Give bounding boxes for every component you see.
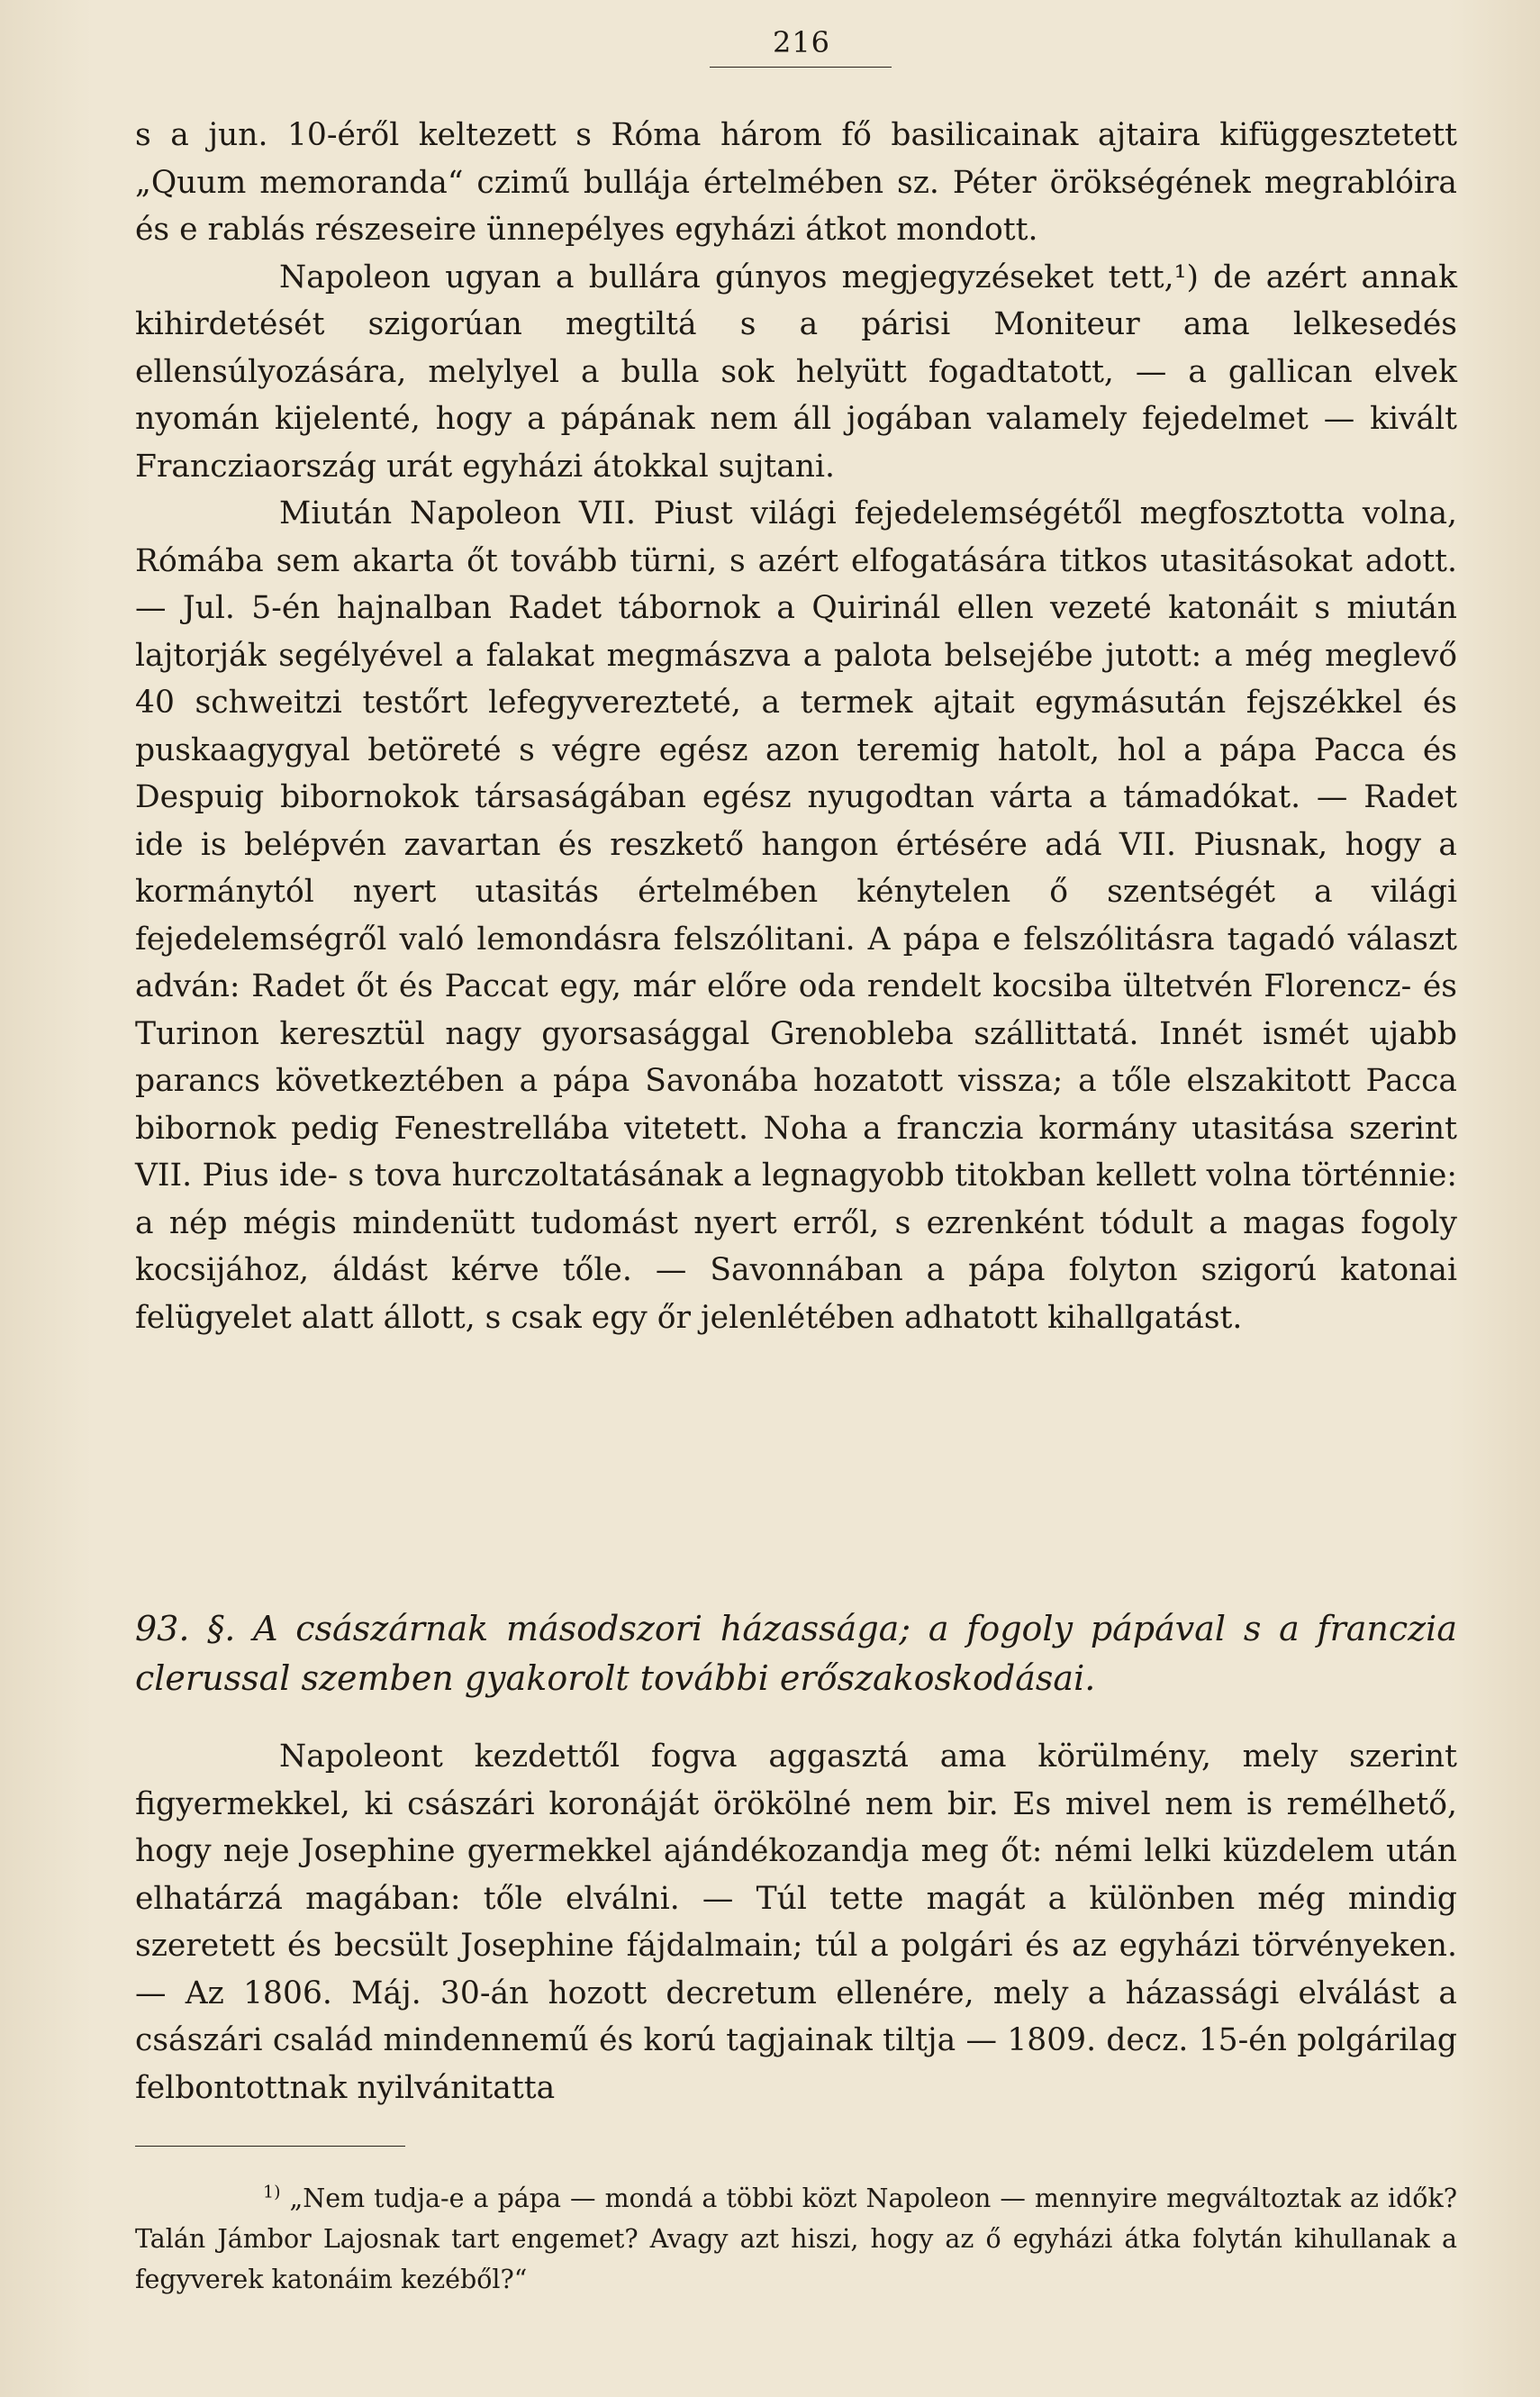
- body-text-bottom: [135, 1733, 1457, 2111]
- page-number: 216: [772, 25, 831, 59]
- section-title: A császárnak másodszori házassága; a fogoly pápával s a franczia clerussal szemben gyakorolt további erőszakoskodásai.: [135, 1609, 1457, 1698]
- page-number-rule: [710, 67, 892, 68]
- footnote-rule: [135, 2146, 405, 2147]
- section-heading: [135, 1604, 1457, 1703]
- paragraph: Napoleont kezdettől fogva aggasztá ama körülmény, mely szerint figyermekkel, ki császári koronáját örökölné nem bir. Es mivel nem is remélhető, hogy neje Josephine gyermekkel ajándékozandja meg őt: némi lelki küzdelem után elhatárzá magában: tőle elválni. — Túl tette magát a különben még mindig szeretett és becsült Josephine fájdalmain; túl a polgári és az egyházi törvényeken. — Az 1806. Máj. 30-án hozott decretum ellenére, mely a házassági elválást a császári család mindennemű és korú tagjainak tiltja — 1809. decz. 15-én polgárilag felbontottnak nyilvánitatta: [135, 1739, 1457, 2106]
- footnote-text: [135, 2178, 1457, 2300]
- paragraph: Miután Napoleon VII. Piust világi fejedelemségétől megfosztotta volna, Rómába sem akarta őt tovább türni, s azért elfogatására titkos utasitásokat adott. — Jul. 5-én hajnalban Radet tábornok a Quirinál ellen vezeté katonáit s miután lajtorják segélyével a falakat megmászva a palota belsejébe jutott: a még meglevő 40 schweitzi testőrt lefegyverezteté, a termek ajtait egymásután fejszékkel és puskaagygyal betöreté s végre egész azon teremig hatolt, hol a pápa Pacca és Despuig bibornokok társaságában egész nyugodtan várta a támadókat. — Radet ide is belépvén zavartan és reszkető hangon értésére adá VII. Piusnak, hogy a kormánytól nyert utasitás értelmében kénytelen ő szentségét a világi fejedelemségről való lemondásra felszólitani. A pápa e felszólitásra tagadó választ adván: Radet őt és Paccat egy, már előre oda rendelt kocsiba ültetvén Florencz- és Turinon keresztül nagy gyorsasággal Grenobleba szállittatá. Innét ismét ujabb parancs következtében a pápa Savonába hozatott vissza; a tőle elszakitott Pacca bibornok pedig Fenestrellába vitetett. Noha a franczia kormány utasitása szerint VII. Pius ide- s tova hurczoltatásának a legnagyobb titokban kellett volna történnie: a nép mégis mindenütt tudomást nyert erről, s ezrenként tódult a magas fogoly kocsijához, áldást kérve tőle. — Savonnában a pápa folyton szigorú katonai felügyelet alatt állott, s csak egy őr jelenlétében adhatott kihallgatást.: [135, 495, 1457, 1336]
- paragraph: Napoleon ugyan a bullára gúnyos megjegyzéseket tett,¹) de azért annak kihirdetését szigorúan megtiltá s a párisi Moniteur ama lelkesedés ellensúlyozására, melylyel a bulla sok helyütt fogadtatott, — a gallican elvek nyomán kijelenté, hogy a pápának nem áll jogában valamely fejedelmet — kivált Francziaország urát egyházi átokkal sujtani.: [135, 259, 1457, 485]
- paragraph: s a jun. 10-éről keltezett s Róma három fő basilicainak ajtaira kifüggesztetett „Quum memoranda“ czimű bullája értelmében sz. Péter örökségének megrablóira és e rablás részeseire ünnepélyes egyházi átkot mondott.: [135, 117, 1457, 248]
- footnote: [135, 2178, 1457, 2300]
- footnote-body: „Nem tudja-e a pápa — mondá a többi közt Napoleon — mennyire megváltoztak az idők? Talán Jámbor Lajosnak tart engemet? Avagy azt hiszi, hogy az ő egyházi átka folytán kihullanak a fegyverek katonáim kezéből?“: [135, 2184, 1458, 2294]
- body-text-top: [135, 112, 1457, 1341]
- section-number: 93. §.: [135, 1609, 236, 1648]
- footnote-mark: 1): [263, 2182, 281, 2202]
